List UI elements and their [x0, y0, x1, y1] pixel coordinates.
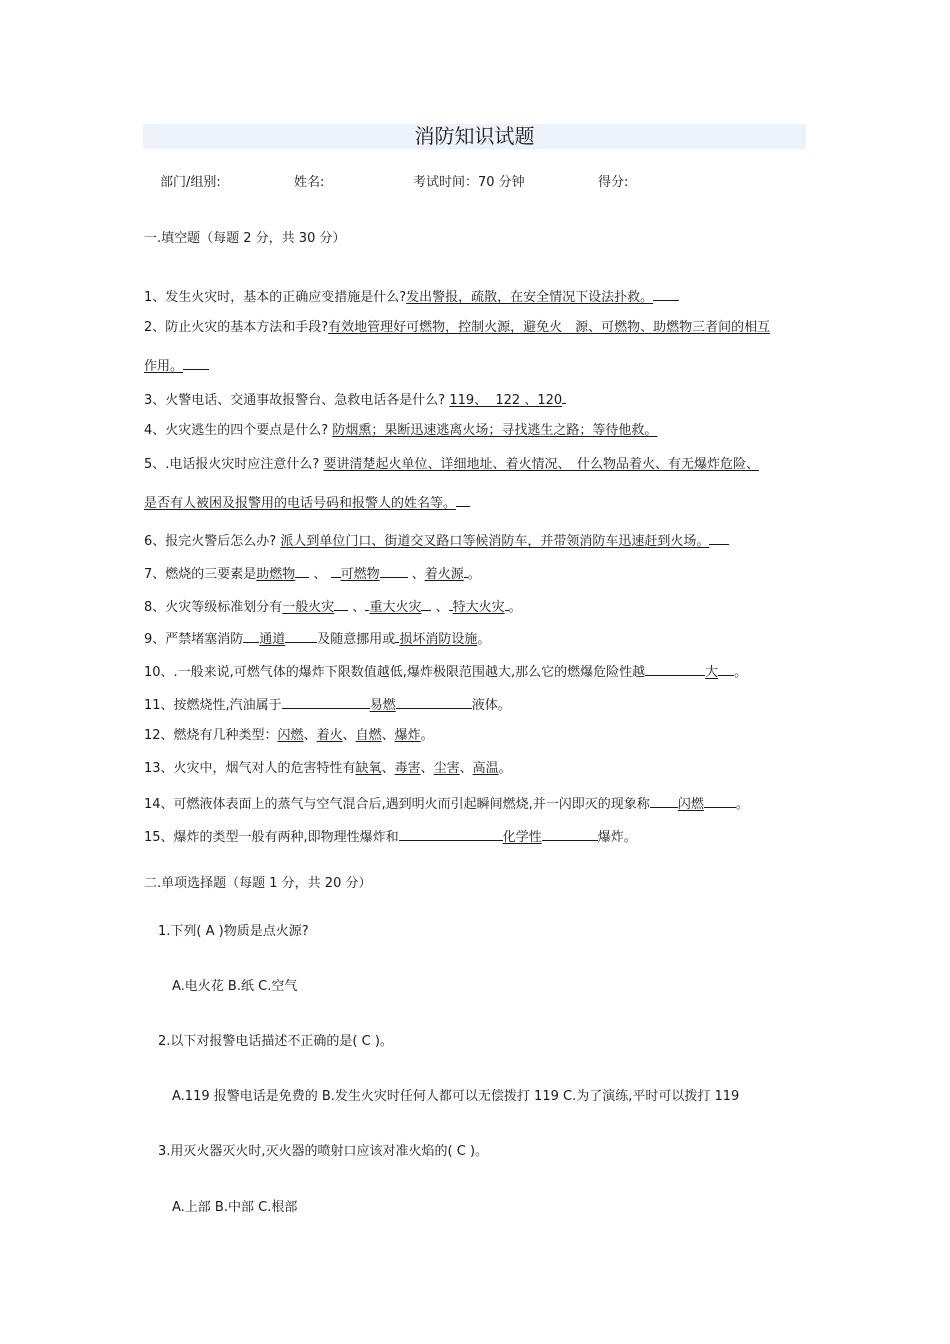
- section2-heading: 二.单项选择题（每题 1 分，共 20 分）: [144, 876, 372, 891]
- question-text: 14、可燃液体表面上的蒸气与空气混合后,遇到明火而引起瞬间燃烧,并一闪即灭的现象称: [144, 797, 650, 812]
- answer: 自燃: [355, 728, 382, 743]
- answer-blank: [718, 661, 734, 676]
- question-14: [144, 793, 749, 814]
- question-15: [144, 826, 637, 847]
- answer: 爆炸: [394, 728, 421, 743]
- answer: 有效地管理好可燃物，控制火源，避免火 源、可燃物、助燃物三者间的相互: [328, 320, 771, 335]
- answer: 着火源: [424, 567, 464, 582]
- question-end: 。: [420, 728, 434, 743]
- answer: 缺氧: [355, 761, 382, 776]
- choice-options-2: A.119 报警电话是免费的 B.发生火灾时任何人都可以无偿拨打 119 C.为了演练,平时可以拨打 119: [172, 1089, 740, 1104]
- question-4: [144, 422, 657, 440]
- question-text: 5、.电话报火灾时应注意什么?: [144, 457, 320, 472]
- answer-blank: [380, 563, 408, 578]
- answer-blank: [704, 793, 736, 808]
- answer-blank: [456, 492, 470, 507]
- answer: 损坏消防设施: [399, 632, 478, 647]
- answer-blank: [243, 628, 259, 643]
- answer: 可燃物: [340, 567, 380, 582]
- answer-blank: [542, 826, 598, 841]
- answer: 易燃: [369, 698, 396, 713]
- answer: 通道: [259, 632, 286, 647]
- question-text: 10、.一般来说,可燃气体的爆炸下限数值越低,爆炸极限范围越大,那么它的燃爆危险性越: [144, 665, 646, 680]
- question-7: 7、燃烧的三要素是助燃物 、 可燃物 、着火源 。: [144, 563, 481, 584]
- department-label: 部门/组别:: [160, 175, 221, 190]
- question-end: 。: [498, 761, 512, 776]
- answer: 闪燃: [677, 797, 704, 812]
- answer: 发出警报，疏散，在安全情况下设法扑救。: [406, 290, 654, 305]
- answer: 防烟熏；果断迅速逃离火场；寻找逃生之路；等待他救。: [332, 423, 658, 438]
- question-text: 12、燃烧有几种类型：: [144, 728, 278, 743]
- question-text: 2、防止火灾的基本方法和手段?: [144, 320, 329, 335]
- question-text: 9、严禁堵塞消防: [144, 632, 244, 647]
- question-end: 。: [735, 797, 749, 812]
- question-text: 15、爆炸的类型一般有两种,即物理性爆炸和: [144, 830, 399, 845]
- answer-blank: [650, 793, 678, 808]
- choice-options-1: A.电火花 B.纸 C.空气: [172, 979, 298, 994]
- question-3: [144, 389, 566, 410]
- question-text: 4、火灾逃生的四个要点是什么?: [144, 423, 329, 438]
- answer-blank: [645, 661, 705, 676]
- choice-question-2: 2.以下对报警电话描述不正确的是( C )。: [158, 1034, 393, 1049]
- answer: 119、 122 、120: [449, 393, 563, 408]
- question-13: 13、火灾中，烟气对人的危害特性有缺氧、毒害、尘害、高温。: [144, 761, 512, 776]
- answer-blank: [331, 563, 341, 578]
- question-text: 7、燃烧的三要素是: [144, 567, 257, 582]
- answer-continued: 是否有人被困及报警用的电话号码和报警人的姓名等。: [144, 496, 457, 511]
- answer-blank: [396, 694, 472, 709]
- answer: 着火: [316, 728, 343, 743]
- question-end: 。: [467, 567, 481, 582]
- answer: 一般火灾: [282, 600, 335, 615]
- page-title: 消防知识试题: [414, 124, 535, 148]
- question-text: 3、火警电话、交通事故报警台、急救电话各是什么?: [144, 393, 446, 408]
- exam-time-label: 考试时间：70 分钟: [413, 175, 525, 190]
- question-5: [144, 456, 759, 474]
- answer-blank: [285, 628, 317, 643]
- answer: 派人到单位门口、街道交叉路口等候消防车，并带领消防车迅速赶到火场。: [280, 534, 710, 549]
- question-text: 1、发生火灾时，基本的正确应变措施是什么?: [144, 290, 407, 305]
- question-5-continued: [144, 492, 470, 513]
- answer: 高温: [472, 761, 499, 776]
- answer-blank: [709, 530, 729, 545]
- answer: 助燃物: [256, 567, 296, 582]
- score-label: 得分:: [598, 175, 629, 190]
- question-end: 爆炸。: [597, 830, 637, 845]
- question-11: [144, 694, 511, 715]
- answer: 化学性: [502, 830, 542, 845]
- question-12: 12、燃烧有几种类型：闪燃、着火、自燃、爆炸。: [144, 728, 434, 743]
- answer-blank: [421, 596, 431, 611]
- question-text: 13、火灾中，烟气对人的危害特性有: [144, 761, 356, 776]
- choice-options-3: A.上部 B.中部 C.根部: [172, 1200, 298, 1215]
- answer: 毒害: [394, 761, 421, 776]
- question-end: 。: [477, 632, 491, 647]
- question-mid: 及随意挪用或: [317, 632, 396, 647]
- answer-blank: [295, 563, 309, 578]
- answer: 闪燃: [277, 728, 304, 743]
- question-end: 。: [734, 665, 748, 680]
- question-text: 11、按燃烧性,汽油属于: [144, 698, 282, 713]
- answer-blank: [334, 596, 348, 611]
- answer: 尘害: [433, 761, 460, 776]
- question-end: 液体。: [471, 698, 511, 713]
- question-text: 8、火灾等级标准划分有: [144, 600, 283, 615]
- answer-blank: [399, 826, 503, 841]
- question-end: 。: [508, 600, 522, 615]
- answer-blank: [653, 286, 679, 301]
- answer-blank: [183, 355, 209, 370]
- question-8: 8、火灾等级标准划分有一般火灾 、 重大火灾 、 特大火灾 。: [144, 596, 522, 617]
- choice-question-3: 3.用灭火器灭火时,灭火器的喷射口应该对准火焰的( C )。: [158, 1144, 489, 1159]
- question-2-continued: [144, 355, 209, 376]
- question-9: [144, 628, 490, 649]
- answer: 特大火灾: [452, 600, 505, 615]
- question-text: 6、报完火警后怎么办?: [144, 534, 277, 549]
- section1-heading: 一.填空题（每题 2 分，共 30 分）: [144, 231, 346, 246]
- question-6: [144, 530, 729, 551]
- answer-blank: [282, 694, 370, 709]
- answer: 重大火灾: [369, 600, 422, 615]
- answer: 大: [705, 665, 719, 680]
- question-1: [144, 286, 679, 307]
- choice-question-1: 1.下列( A )物质是点火源?: [158, 924, 309, 939]
- question-2: [144, 319, 770, 337]
- answer-blank: [562, 389, 566, 404]
- answer: 要讲清楚起火单位、详细地址、着火情况、 什么物品着火、有无爆炸危险、: [323, 457, 759, 472]
- question-10: [144, 661, 747, 682]
- answer-continued: 作用。: [144, 359, 184, 374]
- name-label: 姓名:: [294, 175, 325, 190]
